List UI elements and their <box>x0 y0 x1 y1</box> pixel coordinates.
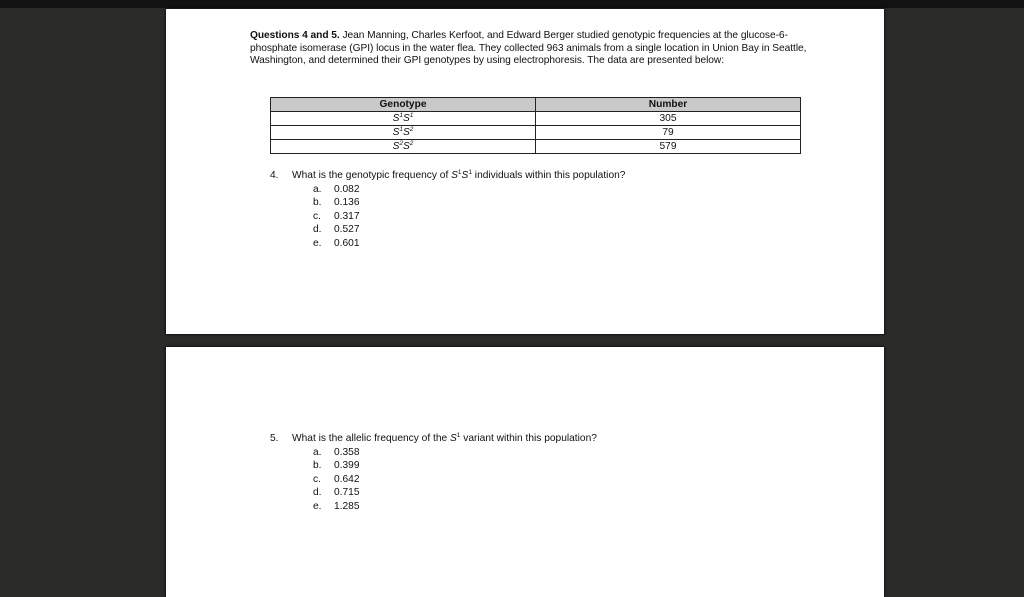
table-header-row <box>271 98 801 112</box>
answer-option-b[interactable]: b. 0.399 <box>313 460 360 471</box>
table-row <box>271 140 801 154</box>
answer-options <box>313 183 625 251</box>
answer-options <box>313 446 597 514</box>
genotype-table <box>270 97 801 154</box>
intro-lead: Questions 4 and 5. <box>250 30 340 41</box>
genotype-cell: $S^2S^2$ <box>271 140 536 154</box>
answer-option-b[interactable]: b. 0.136 <box>313 197 360 208</box>
document-page-1 <box>166 9 884 334</box>
question-number: 4. <box>270 170 279 181</box>
question-5 <box>270 432 597 513</box>
question-text: What is the genotypic frequency of $S^1S^1$ individuals within this population? <box>292 169 626 181</box>
question-4 <box>270 169 625 250</box>
question-text: What is the allelic frequency of the $S^1$ variant within this population? <box>292 432 597 444</box>
number-cell: 579 <box>536 140 801 154</box>
answer-option-a[interactable]: a. 0.082 <box>313 183 360 195</box>
table-row <box>271 112 801 126</box>
number-cell: 79 <box>536 126 801 140</box>
genotype-cell: $S^1S^2$ <box>271 126 536 140</box>
document-page-2 <box>166 347 884 597</box>
number-cell: 305 <box>536 112 801 126</box>
answer-option-c[interactable]: c. 0.642 <box>313 473 360 485</box>
intro-text: Jean Manning, Charles Kerfoot, and Edward Berger studied genotypic frequencies at the glucose-6-phosphate isomerase (GPI) locus in the water flea. They collected 963 animals from a single location in Union Bay in Seattle, Washington, and determined their GPI genotypes by using electrophoresis. The data are presented below: <box>250 30 807 67</box>
header-number: Number <box>536 98 801 112</box>
answer-option-d[interactable]: d. 0.715 <box>313 487 360 498</box>
intro-paragraph <box>250 30 810 68</box>
question-number: 5. <box>270 433 279 444</box>
answer-option-e[interactable]: e. 1.285 <box>313 500 360 512</box>
answer-option-d[interactable]: d. 0.527 <box>313 224 360 235</box>
answer-option-e[interactable]: e. 0.601 <box>313 237 360 249</box>
top-bar <box>0 0 1024 8</box>
table-row <box>271 126 801 140</box>
genotype-cell: $S^1S^1$ <box>271 112 536 126</box>
answer-option-c[interactable]: c. 0.317 <box>313 210 360 222</box>
answer-option-a[interactable]: a. 0.358 <box>313 446 360 458</box>
header-genotype: Genotype <box>271 98 536 112</box>
